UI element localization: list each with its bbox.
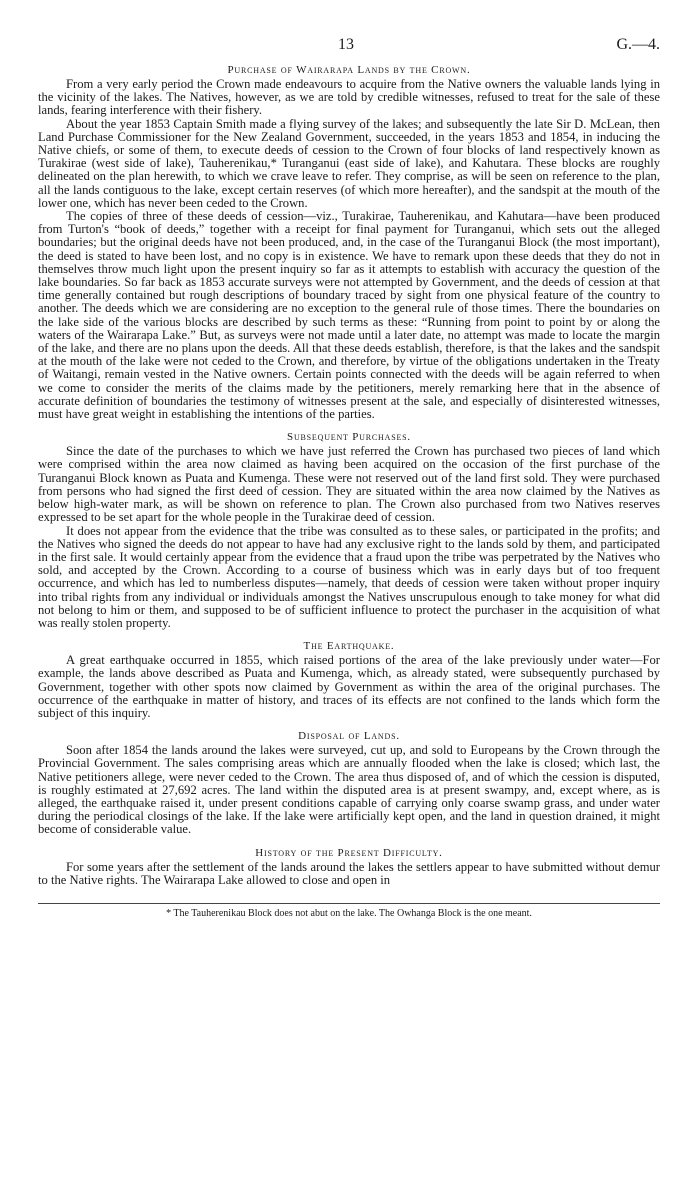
paragraph: A great earthquake occurred in 1855, which raised portions of the area of the lake previously under water—For example, the lands above described as Puata and Kumenga, which, as already stated, were subsequently purchased by Government, together with other spots now claimed by Government as within the area of the original purchases. The occurrence of the earthquake in matter of history, and traces of its effects are not confined to the lands which form the subject of this inquiry. [38,653,660,720]
paragraph: For some years after the settlement of the lands around the lakes the settlers appear to have submitted without demur to the Native rights. The Wairarapa Lake allowed to close and open in [38,859,660,887]
page-header [38,30,660,60]
paragraph: About the year 1853 Captain Smith made a flying survey of the lakes; and subsequently the late Sir D. McLean, then Land Purchase Commissioner for the New Zealand Government, succeeded, in the years 1853 and 1854, in inducing the Native chiefs, or some of them, to execute deeds of cession to the Crown of four blocks of land respectively known as Turakirae (west side of lake), Tauherenikau,* Turanganui (east side of lake), and Kahutara. These blocks are roughly delineated on the plan herewith, to which we crave leave to refer. They comprise, as will be seen on reference to the plan, all the lands contiguous to the lake, except certain reserves (of which more hereafter), and the sandspit at the mouth of the lower one, which has never been ceded to the Crown. [38,116,660,210]
section-heading-purchase: Purchase of Wairarapa Lands by the Crown. [227,64,471,76]
section-heading-history: History of the Present Difficulty. [255,846,443,859]
section-heading-subsequent: Subsequent Purchases. [287,431,411,444]
page-number: 13 [338,36,354,53]
section-heading-disposal: Disposal of Lands. [298,730,400,743]
paragraph: From a very early period the Crown made endeavours to acquire from the Native owners the valuable lands lying in the vicinity of the lakes. The Natives, however, as we are told by credible witnesses, refused to treat for the sale of these lands, fearing interference with their fishery. [38,77,660,118]
paragraph: Soon after 1854 the lands around the lakes were surveyed, cut up, and sold to Europeans by the Crown through the Provincial Government. The sales comprising areas which are annually flooded when the lake is closed; which last, the Native petitioners allege, were never ceded to the Crown. The area thus disposed of, and of which the cession is disputed, is roughly estimated at 27,692 acres. The land within the disputed area is at present swampy, and, except where, as is alleged, the earthquake raised it, under present conditions capable of carrying only coarse swamp grass, and under water during the periodical closings of the lake. If the lake were artificially kept open, and the land in question drained, it might become of considerable value. [38,743,660,837]
paragraph: The copies of three of these deeds of cession—viz., Turakirae, Tauherenikau, and Kahutara—have been produced from Turton's “book of deeds,” together with a receipt for final payment for Turanganui, which sets out the alleged boundaries; but the original deeds have not been produced, and, in the case of the Turanganui Block (the most important), the deed is stated to have been lost, and no copy is in existence. We have to remark upon these deeds that they do not in themselves throw much light upon the present inquiry so far as it attempts to establish with accuracy the question of the lake boundaries. So far back as 1853 accurate surveys were not attempted by Government, and the deeds of cession at that time generally contained but rough descriptions of boundary traced by sight from one physical feature of the country to another. The deeds which we are considering are no exception to the general rule of those times. There the boundaries on the lake side of the various blocks are described by such terms as these: “Running from point to point by or along the waters of the Wairarapa Lake.” But, as surveys were not made until a later date, no attempt was made to locate the margin of the lake, and there are no plans upon the deeds. All that these deeds establish, therefore, is that the lakes and the sandspit at the mouth of the lake were not ceded to the Crown, and therefore, by virtue of the obligations undertaken in the Treaty of Waitangi, remain vested in the Native owners. Certain points connected with the deeds will be again referred to when we come to consider the merits of the claims made by the petitioners, merely remarking here that in the absence of accurate definition of boundaries the testimony of witnesses present at the sale, and especially of disinterested witnesses, must have great weight in establishing the intentions of the parties. [38,209,660,422]
footnote: * The Tauherenikau Block does not abut on the lake. The Owhanga Block is the one meant. [166,907,532,919]
footnote-divider [38,903,660,904]
paragraph: Since the date of the purchases to which we have just referred the Crown has purchased two pieces of land which were comprised within the area now claimed as having been acquired on the occasion of the first purchase of the Turanganui Block known as Puata and Kumenga. These were not reserved out of the land first sold. They were purchased from persons who had signed the first deed of cession. They are situated within the area now claimed by the Natives as below high-water mark, as will be shown on reference to plan. The Crown also purchased from two Natives reserves expressed to be set apart for the whole people in the Turakirae deed of cession. [38,444,660,525]
document-reference: G.—4. [616,36,660,53]
section-heading-earthquake: The Earthquake. [303,640,395,653]
paragraph: It does not appear from the evidence that the tribe was consulted as to these sales, or participated in the profits; and the Natives who signed the deeds do not appear to have had any exclusive right to the lands sold by them, and participated in the first sale. It would certainly appear from the evidence that a fraud upon the tribe was perpetrated by the Natives who sold, and accepted by the Crown. According to a course of business which was in early days but of too frequent occurrence, and which has led to numberless disputes—namely, that deeds of cession were taken without proper inquiry into tribal rights from any individual or individuals amongst the Natives unscrupulous enough to take money for what did not belong to him or them, and supposed to be of sufficient influence to protect the purchaser in the acquisition of what was really stolen property. [38,523,660,630]
